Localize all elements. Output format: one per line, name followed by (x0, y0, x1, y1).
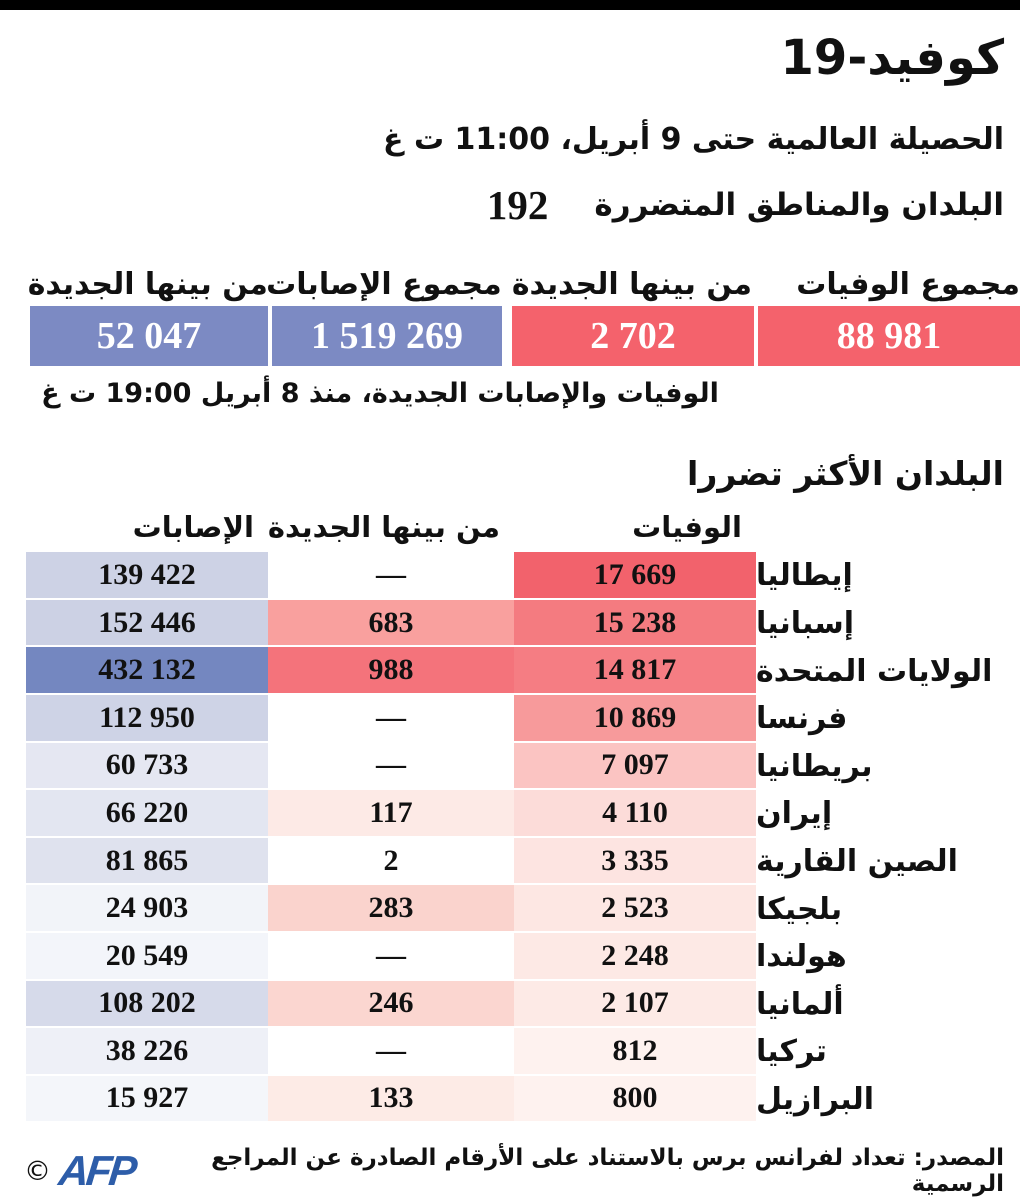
table-row (0, 743, 1020, 791)
summary-header-row (0, 244, 1020, 306)
deaths-value: 14 817 (514, 647, 756, 695)
deaths-value: 17 669 (514, 552, 756, 600)
cases-value: 15 927 (26, 1076, 268, 1124)
table-row (0, 695, 1020, 743)
table-row (0, 1076, 1020, 1124)
summary-value-band (0, 306, 1020, 366)
country-name: الولايات المتحدة (756, 653, 993, 689)
new-deaths-value: — (268, 552, 514, 600)
country-name: البرازيل (756, 1081, 875, 1117)
top-bar (0, 0, 1020, 10)
country-name: فرنسا (756, 701, 848, 737)
deaths-value: 800 (514, 1076, 756, 1124)
deaths-value: 2 523 (514, 885, 756, 933)
source-text: المصدر: تعداد لفرانس برس بالاستناد على الأرقام الصادرة عن المراجع الرسمية (211, 1145, 1004, 1197)
new-deaths-value: 2 (268, 838, 514, 886)
col-header-cases: الإصابات (132, 510, 254, 545)
new-deaths-value: 283 (268, 885, 514, 933)
table-row (0, 981, 1020, 1029)
col-header-deaths: الوفيات (632, 510, 742, 545)
countries-table (0, 552, 1020, 1123)
subtitle: الحصيلة العالمية حتى 9 أبريل، 11:00 ت غ (383, 122, 1004, 158)
country-name: إيران (756, 796, 833, 832)
copyright-icon: © (24, 1155, 51, 1187)
afp-logo-text: AFP (56, 1147, 137, 1195)
table-row (0, 933, 1020, 981)
deaths-value: 15 238 (514, 600, 756, 648)
cases-value: 60 733 (26, 743, 268, 791)
summary-new-deaths-value: 2 702 (512, 306, 754, 366)
cases-value: 24 903 (26, 885, 268, 933)
summary-new-deaths-label: من بينها الجديدة (511, 267, 752, 303)
deaths-value: 3 335 (514, 838, 756, 886)
section-title: البلدان الأكثر تضررا (687, 454, 1004, 494)
country-name: إيطاليا (756, 558, 853, 594)
country-name: بلجيكا (756, 891, 843, 927)
table-row (0, 600, 1020, 648)
country-name: بريطانيا (756, 748, 873, 784)
summary-total-deaths-value: 88 981 (758, 306, 1020, 366)
cases-value: 432 132 (26, 647, 268, 695)
summary-new-cases-label: من بينها الجديدة (27, 267, 268, 303)
country-name: ألمانيا (756, 986, 844, 1022)
deaths-value: 4 110 (514, 790, 756, 838)
deaths-value: 2 107 (514, 981, 756, 1029)
summary-note: الوفيات والإصابات الجديدة، منذ 8 أبريل 19:00 ت غ (41, 378, 719, 410)
col-header-new-deaths: من بينها الجديدة (267, 510, 500, 545)
table-row (0, 552, 1020, 600)
country-name: تركيا (756, 1034, 827, 1070)
affected-countries-row (0, 180, 1020, 230)
new-deaths-value: — (268, 933, 514, 981)
table-row (0, 885, 1020, 933)
cases-value: 81 865 (26, 838, 268, 886)
deaths-value: 10 869 (514, 695, 756, 743)
cases-value: 139 422 (26, 552, 268, 600)
country-name: إسبانيا (756, 606, 855, 642)
footer (0, 1145, 1020, 1197)
table-row (0, 1028, 1020, 1076)
deaths-value: 7 097 (514, 743, 756, 791)
summary-new-cases-value: 52 047 (30, 306, 268, 366)
new-deaths-value: — (268, 1028, 514, 1076)
afp-logo (24, 1147, 137, 1195)
cases-value: 20 549 (26, 933, 268, 981)
deaths-value: 812 (514, 1028, 756, 1076)
new-deaths-value: 683 (268, 600, 514, 648)
cases-value: 112 950 (26, 695, 268, 743)
summary-total-cases-label: مجموع الإصابات (266, 267, 502, 303)
table-row (0, 647, 1020, 695)
table-row (0, 838, 1020, 886)
new-deaths-value: — (268, 695, 514, 743)
table-row (0, 790, 1020, 838)
cases-value: 152 446 (26, 600, 268, 648)
new-deaths-value: 133 (268, 1076, 514, 1124)
affected-countries-value: 192 (486, 182, 549, 229)
deaths-value: 2 248 (514, 933, 756, 981)
table-header-row (0, 508, 1020, 544)
new-deaths-value: 988 (268, 647, 514, 695)
new-deaths-value: 117 (268, 790, 514, 838)
cases-value: 108 202 (26, 981, 268, 1029)
page-title: كوفيد-19 (780, 30, 1004, 86)
affected-countries-label: البلدان والمناطق المتضررة (594, 187, 1004, 224)
country-name: هولندا (756, 939, 847, 975)
summary-total-cases-value: 1 519 269 (272, 306, 502, 366)
new-deaths-value: — (268, 743, 514, 791)
summary-total-deaths-label: مجموع الوفيات (796, 267, 1020, 303)
cases-value: 38 226 (26, 1028, 268, 1076)
country-name: الصين القارية (756, 844, 958, 880)
new-deaths-value: 246 (268, 981, 514, 1029)
cases-value: 66 220 (26, 790, 268, 838)
